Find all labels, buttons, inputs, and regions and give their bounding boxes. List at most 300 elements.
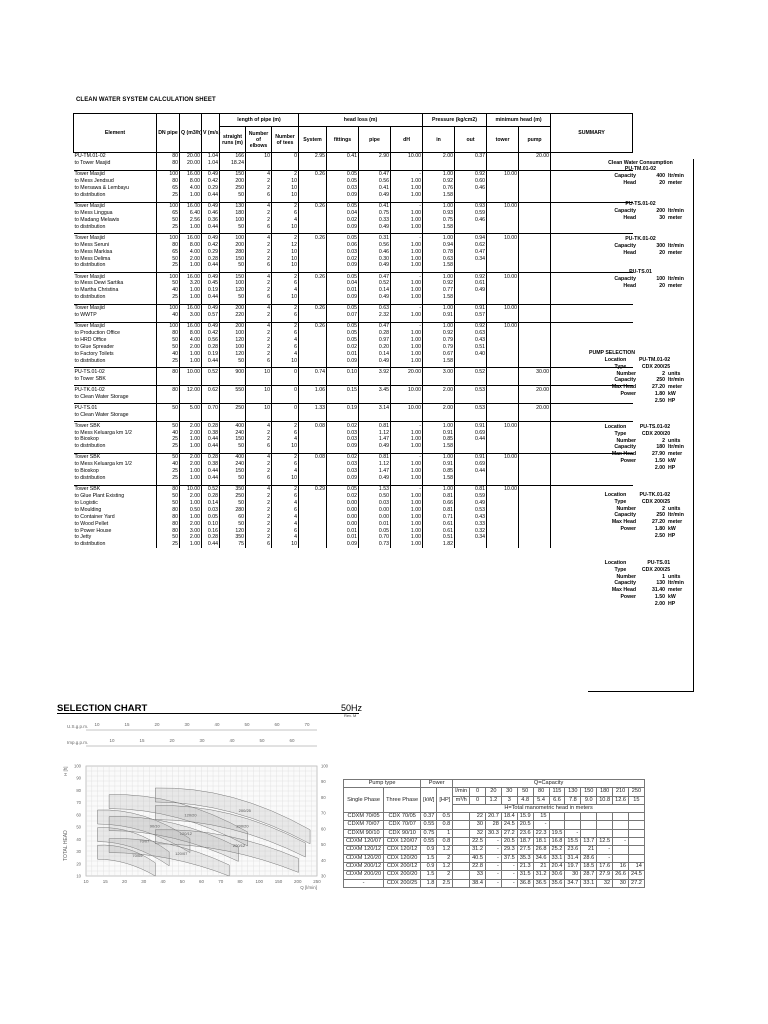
head-cell: -: [597, 854, 613, 862]
pump-selection-group: [588, 424, 693, 472]
value-cell: 0.57: [202, 312, 220, 319]
value-cell: 200: [220, 241, 246, 248]
header-fittings: fittings: [327, 127, 359, 153]
value-cell: 0.51: [455, 344, 487, 351]
summary-unit: ltr/min: [668, 580, 684, 587]
value-cell: 0.19: [202, 287, 220, 294]
header-in: in: [423, 127, 455, 153]
value-cell: 0.52: [202, 368, 220, 375]
head-cell: -: [501, 871, 517, 879]
curve-label: 70/05: [132, 853, 143, 858]
head-cell: -: [597, 846, 613, 854]
pump-model-cell: CDX 120/12: [384, 846, 421, 854]
capacity-line: [588, 512, 693, 519]
value-cell: [519, 468, 551, 475]
head-cell: 21: [533, 862, 549, 870]
head-cell: 30: [613, 879, 629, 887]
value-cell: 10.00: [391, 404, 423, 411]
value-cell: 0.34: [455, 255, 487, 262]
summary-unit: [673, 492, 693, 499]
element-cell: to Container Yard: [74, 513, 115, 520]
header-tees: Number of tees: [272, 127, 299, 153]
value-cell: 50: [157, 493, 180, 500]
value-cell: 0.14: [359, 350, 391, 357]
value-cell: 10: [272, 248, 299, 255]
header-system: System: [299, 127, 327, 153]
value-cell: 20.00: [519, 404, 551, 411]
value-cell: [455, 160, 487, 167]
x-tick: 15: [102, 879, 108, 884]
kw-header: [kW]: [421, 788, 437, 813]
value-cell: 0.60: [455, 178, 487, 185]
value-cell: 0.05: [327, 170, 359, 177]
value-cell: [487, 255, 519, 262]
value-cell: 1.00: [391, 185, 423, 192]
value-cell: 0.02: [327, 493, 359, 500]
value-cell: 400: [220, 422, 246, 429]
flow-lmin-cell: 130: [565, 788, 581, 796]
head-cell: [565, 821, 581, 829]
summary-value: 2.50: [654, 532, 666, 539]
value-cell: 0.52: [359, 280, 391, 287]
summary-unit: [673, 431, 693, 438]
summary-unit: units: [668, 370, 681, 377]
value-cell: 1.47: [359, 468, 391, 475]
value-cell: [246, 393, 272, 400]
value-cell: 250: [220, 185, 246, 192]
summary-label: Max Head: [611, 384, 637, 391]
value-cell: [299, 500, 327, 507]
value-cell: 0.02: [327, 454, 359, 461]
head-cell: 15.5: [565, 838, 581, 846]
value-cell: [299, 375, 327, 382]
table-row: [74, 368, 633, 375]
consumption-title: Clean Water Consumption: [608, 160, 673, 166]
value-cell: [519, 493, 551, 500]
value-cell: 0.94: [455, 234, 487, 241]
summary-label: Number: [616, 573, 637, 580]
value-cell: 0.92: [423, 330, 455, 337]
value-cell: [519, 422, 551, 429]
value-cell: [487, 178, 519, 185]
value-cell: 0.00: [327, 500, 359, 507]
element-cell: Tower SBK: [74, 454, 157, 461]
head-cell: 31.4: [565, 854, 581, 862]
value-cell: [519, 217, 551, 224]
head-cell: 27.2: [501, 829, 517, 837]
element-cell: to Mess Seruni: [74, 241, 110, 248]
curve-label: 200/25: [238, 807, 251, 813]
value-cell: 25: [157, 436, 180, 443]
value-cell: 0.19: [202, 350, 220, 357]
value-cell: 0.56: [359, 241, 391, 248]
table-row: [74, 322, 633, 329]
summary-value: PU-TM.01-02: [638, 357, 671, 363]
summary-label: Location: [604, 560, 627, 566]
table-row: [74, 273, 633, 280]
summary-label: Head: [623, 249, 637, 256]
head-line: [588, 180, 693, 187]
value-cell: 0.46: [359, 248, 391, 255]
value-cell: 1.00: [391, 312, 423, 319]
value-cell: 0.49: [359, 443, 391, 450]
power-cell: 0.8: [437, 821, 453, 829]
value-cell: [299, 223, 327, 230]
head-cell: [628, 821, 644, 829]
value-cell: 65: [157, 248, 180, 255]
summary-unit: kW: [668, 525, 676, 532]
value-cell: 1.00: [391, 513, 423, 520]
value-cell: 1.33: [299, 404, 327, 411]
value-cell: 2: [246, 241, 272, 248]
pump-selection-group: [588, 357, 693, 405]
value-cell: 0.09: [327, 223, 359, 230]
value-cell: 4: [272, 500, 299, 507]
value-cell: [519, 429, 551, 436]
value-cell: [391, 411, 423, 418]
value-cell: 50: [157, 344, 180, 351]
value-cell: 0.00: [327, 520, 359, 527]
value-cell: [299, 468, 327, 475]
head-cell: 18.1: [533, 838, 549, 846]
element-cell: to Glue Plant Existing: [74, 493, 125, 500]
table-row: [74, 475, 633, 482]
head-cell: 16: [613, 862, 629, 870]
value-cell: [487, 248, 519, 255]
value-cell: 1.00: [391, 520, 423, 527]
value-cell: [455, 223, 487, 230]
value-cell: [423, 160, 455, 167]
value-cell: 25: [157, 223, 180, 230]
flow-m3h-cell: 7.8: [565, 796, 581, 804]
head-cell: 30.3: [485, 829, 501, 837]
number-line: [588, 438, 693, 445]
value-cell: 130: [220, 202, 246, 209]
value-cell: 4: [246, 202, 272, 209]
table-row: [344, 788, 645, 796]
element-cell: to distribution: [74, 475, 106, 482]
value-cell: 80: [157, 506, 180, 513]
value-cell: 2.32: [359, 312, 391, 319]
value-cell: 150: [220, 468, 246, 475]
value-cell: 0.41: [327, 153, 359, 160]
summary-unit: ltr/min: [668, 207, 684, 214]
value-cell: 1.00: [391, 541, 423, 548]
summary-label: Type: [614, 363, 627, 370]
element-cell: to Bioskop: [74, 436, 99, 443]
value-cell: 0.14: [359, 287, 391, 294]
value-cell: [487, 527, 519, 534]
value-cell: 0.08: [299, 422, 327, 429]
flow-m3h-cell: 1.2: [485, 796, 501, 804]
value-cell: [423, 411, 455, 418]
summary-value: CDX 200/25: [641, 566, 671, 573]
value-cell: 80: [157, 513, 180, 520]
value-cell: 80: [157, 178, 180, 185]
flow-m3h-cell: 4.8: [517, 796, 533, 804]
value-cell: 1.00: [391, 475, 423, 482]
element-cell: Tower Masjid: [74, 304, 157, 311]
value-cell: 0.92: [423, 178, 455, 185]
value-cell: 10: [272, 192, 299, 199]
value-cell: 0.05: [327, 202, 359, 209]
value-cell: 1.58: [423, 294, 455, 301]
value-cell: 6: [272, 429, 299, 436]
value-cell: 0.05: [327, 234, 359, 241]
value-cell: 2: [246, 527, 272, 534]
value-cell: 10.00: [487, 454, 519, 461]
head-cell: 27.9: [597, 871, 613, 879]
value-cell: [519, 178, 551, 185]
value-cell: [487, 443, 519, 450]
table-row: [74, 330, 633, 337]
value-cell: 0.41: [359, 185, 391, 192]
value-cell: 0.02: [327, 217, 359, 224]
value-cell: 0.09: [327, 541, 359, 548]
element-cell: to Mess Jendsud: [74, 178, 114, 185]
value-cell: 0.62: [455, 241, 487, 248]
value-cell: 0.09: [327, 262, 359, 269]
value-cell: 2: [246, 280, 272, 287]
value-cell: 4: [246, 273, 272, 280]
value-cell: 0.93: [455, 202, 487, 209]
summary-value: PU-TS.01: [647, 560, 671, 566]
value-cell: 3.00: [180, 312, 202, 319]
element-cell: to WWTP: [74, 312, 97, 319]
value-cell: 2: [272, 202, 299, 209]
table-row: [344, 854, 645, 862]
summary-label: Capacity: [614, 242, 637, 249]
value-cell: 0.49: [359, 192, 391, 199]
value-cell: 0.91: [455, 454, 487, 461]
value-cell: [519, 312, 551, 319]
value-cell: 0.70: [359, 534, 391, 541]
value-cell: 2: [246, 506, 272, 513]
summary-unit: ltr/min: [668, 512, 684, 519]
header-out: out: [455, 127, 487, 153]
head-cell: [628, 813, 644, 821]
flow-m3h-cell: 0: [470, 796, 486, 804]
usgpm-tick: 20: [154, 722, 160, 727]
head-cell: 22.5: [470, 838, 486, 846]
table-row: [74, 454, 633, 461]
value-cell: [519, 357, 551, 364]
value-cell: 3.14: [359, 404, 391, 411]
head-cell: -: [613, 838, 629, 846]
value-cell: 0.28: [202, 422, 220, 429]
value-cell: 0.67: [423, 350, 455, 357]
value-cell: 20.00: [391, 368, 423, 375]
summary-unit: kW: [668, 390, 676, 397]
value-cell: 0: [272, 386, 299, 393]
consumption-group: [588, 236, 693, 256]
value-cell: 2: [246, 436, 272, 443]
head-cell: 35.3: [517, 854, 533, 862]
value-cell: 100: [157, 304, 180, 311]
value-cell: [391, 160, 423, 167]
head-cell: -: [533, 821, 549, 829]
table-row: [74, 170, 633, 177]
value-cell: 2: [246, 312, 272, 319]
head-cell: [628, 846, 644, 854]
capacity-line: [588, 377, 693, 384]
value-cell: [299, 506, 327, 513]
value-cell: -: [391, 234, 423, 241]
value-cell: 16.00: [180, 234, 202, 241]
flow-m3h-cell: 12.6: [613, 796, 629, 804]
summary-value: 20: [659, 282, 666, 289]
value-cell: 200: [220, 178, 246, 185]
summary-label: Number: [616, 370, 637, 377]
value-cell: [487, 513, 519, 520]
value-cell: 1.00: [391, 461, 423, 468]
value-cell: [327, 393, 359, 400]
value-cell: 0.46: [455, 217, 487, 224]
pump-selection-group: [588, 492, 693, 540]
value-cell: 25: [157, 475, 180, 482]
spacer-cell: [453, 862, 470, 870]
value-cell: 0.36: [202, 217, 220, 224]
y-tick-left: 10: [76, 873, 81, 879]
summary-label: Max Head: [611, 587, 637, 594]
value-cell: [487, 262, 519, 269]
summary-label: Power: [620, 457, 637, 464]
table-row: [344, 821, 645, 829]
element-cell: Tower Masjid: [74, 170, 157, 177]
value-cell: 1.00: [423, 273, 455, 280]
value-cell: 6: [272, 527, 299, 534]
value-cell: 120: [220, 337, 246, 344]
value-cell: 1.00: [180, 223, 202, 230]
value-cell: 0.28: [359, 330, 391, 337]
value-cell: 25: [157, 443, 180, 450]
value-cell: 0.70: [202, 404, 220, 411]
capacity-line: [588, 276, 693, 283]
value-cell: 0.52: [202, 485, 220, 492]
value-cell: [519, 375, 551, 382]
element-cell: to distribution: [74, 262, 106, 269]
value-cell: 250: [220, 404, 246, 411]
table-row: [74, 429, 633, 436]
summary-unit: units: [668, 573, 681, 580]
value-cell: [519, 513, 551, 520]
value-cell: 150: [220, 170, 246, 177]
value-cell: 5.00: [180, 404, 202, 411]
value-cell: 6: [272, 210, 299, 217]
table-row: [74, 337, 633, 344]
element-cell: to Clean Water Storage: [74, 411, 129, 418]
value-cell: 0.05: [327, 304, 359, 311]
header-tower: tower: [487, 127, 519, 153]
value-cell: 25: [157, 262, 180, 269]
summary-value: 300: [656, 242, 666, 249]
element-cell: to distribution: [74, 357, 106, 364]
value-cell: 1.58: [423, 192, 455, 199]
summary-unit: HP: [668, 464, 676, 471]
value-cell: 6: [246, 541, 272, 548]
value-cell: 0.81: [423, 493, 455, 500]
value-cell: [359, 411, 391, 418]
value-cell: 0.00: [327, 513, 359, 520]
value-cell: 4.00: [180, 337, 202, 344]
value-cell: 2.00: [423, 386, 455, 393]
value-cell: 2.00: [180, 493, 202, 500]
value-cell: 1.00: [391, 210, 423, 217]
value-cell: [455, 541, 487, 548]
value-cell: 2: [246, 330, 272, 337]
x-axis-label: Q [l/min]: [300, 885, 317, 890]
summary-value: 1.50: [654, 457, 666, 464]
value-cell: [487, 344, 519, 351]
value-cell: 75: [220, 541, 246, 548]
value-cell: [519, 322, 551, 329]
summary-value: PU-TK.01-02: [639, 492, 671, 498]
value-cell: 25: [157, 192, 180, 199]
value-cell: 50: [157, 534, 180, 541]
value-cell: 1.00: [391, 468, 423, 475]
value-cell: 80: [157, 241, 180, 248]
head-cell: [628, 829, 644, 837]
value-cell: [455, 393, 487, 400]
value-cell: 1.00: [180, 294, 202, 301]
y-tick-right: 70: [321, 810, 326, 816]
header-pipe: pipe: [359, 127, 391, 153]
summary-value: 27.20: [652, 519, 666, 526]
value-cell: [455, 411, 487, 418]
value-cell: [519, 454, 551, 461]
element-cell: to Martha Christina: [74, 287, 119, 294]
value-cell: 10.00: [487, 202, 519, 209]
element-cell: to Wood Pellet: [74, 520, 109, 527]
value-cell: 350: [220, 485, 246, 492]
power-cell: 1.5: [421, 854, 437, 862]
value-cell: 0.61: [455, 280, 487, 287]
head-cell: 28.7: [581, 871, 597, 879]
value-cell: 120: [220, 527, 246, 534]
value-cell: [299, 393, 327, 400]
three-phase-header: Three Phase: [384, 788, 421, 813]
number-line: [588, 574, 693, 581]
value-cell: 50: [220, 294, 246, 301]
value-cell: 50: [157, 500, 180, 507]
value-cell: 240: [220, 461, 246, 468]
value-cell: 2: [246, 429, 272, 436]
value-cell: 2: [246, 468, 272, 475]
summary-unit: meter: [668, 179, 683, 186]
value-cell: 0.53: [455, 506, 487, 513]
summary-unit: ltr/min: [668, 172, 684, 179]
impgpm-tick: 15: [139, 738, 145, 743]
header-dn: DN pipe: [157, 114, 180, 153]
value-cell: 150: [220, 255, 246, 262]
value-cell: 60: [220, 513, 246, 520]
value-cell: 0.26: [299, 304, 327, 311]
value-cell: 1.00: [180, 541, 202, 548]
type-line: [588, 431, 693, 438]
summary-label: Capacity: [614, 512, 637, 519]
value-cell: 1.00: [423, 234, 455, 241]
value-cell: 1.00: [391, 262, 423, 269]
element-cell: to HRD Office: [74, 337, 107, 344]
table-row: [344, 846, 645, 854]
head-cell: [597, 821, 613, 829]
table-row: [74, 443, 633, 450]
x-tick: 150: [274, 879, 283, 884]
value-cell: [487, 436, 519, 443]
value-cell: 0.02: [327, 255, 359, 262]
pump-model-cell: CDXM 120/07: [344, 838, 384, 846]
head-cell: 26.6: [613, 871, 629, 879]
